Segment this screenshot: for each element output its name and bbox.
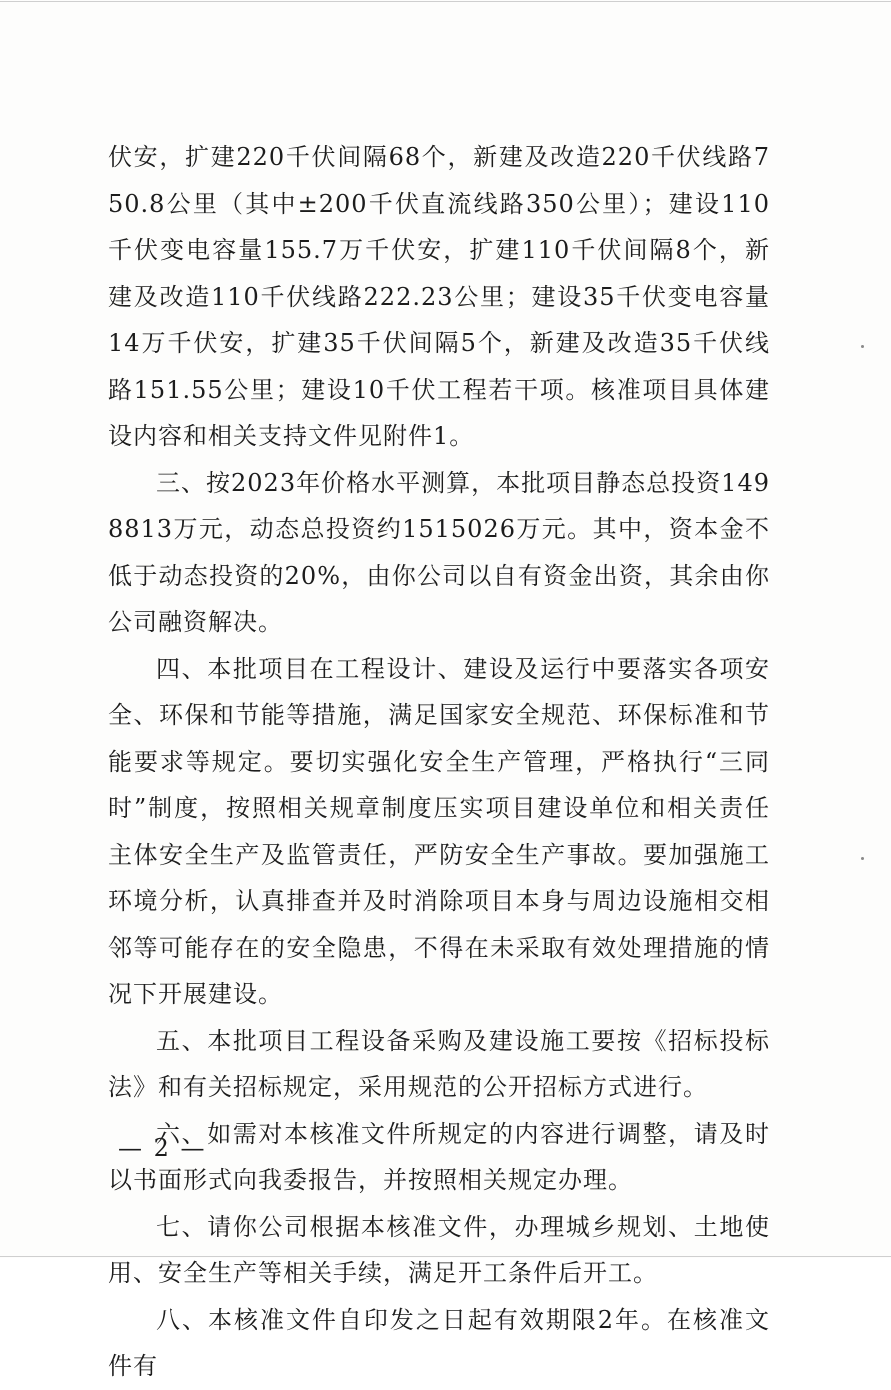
scan-top-edge	[0, 1, 891, 2]
scan-speck	[861, 345, 864, 348]
paragraph-section-6: 六、如需对本核准文件所规定的内容进行调整，请及时以书面形式向我委报告，并按照相关规定办理。	[108, 1119, 770, 1194]
page-number: — 2 —	[118, 1134, 207, 1162]
paragraph-section-7: 七、请你公司根据本核准文件，办理城乡规划、土地使用、安全生产等相关手续，满足开工条件后开工。	[108, 1212, 770, 1287]
document-body	[108, 134, 770, 1390]
scan-speck	[861, 857, 864, 860]
paragraph-section-5: 五、本批项目工程设备采购及建设施工要按《招标投标法》和有关招标规定，采用规范的公开招标方式进行。	[108, 1026, 770, 1101]
paragraph-section-8: 八、本核准文件自印发之日起有效期限2年。在核准文件有	[108, 1305, 770, 1380]
paragraph-section-4: 四、本批项目在工程设计、建设及运行中要落实各项安全、环保和节能等措施，满足国家安全规范、环保标准和节能要求等规定。要切实强化安全生产管理，严格执行“三同时”制度，按照相关规章制度压实项目建设单位和相关责任主体安全生产及监管责任，严防安全生产事故。要加强施工环境分析，认真排查并及时消除项目本身与周边设施相交相邻等可能存在的安全隐患，不得在未采取有效处理措施的情况下开展建设。	[108, 654, 770, 1008]
paragraph-continuation: 伏安，扩建220千伏间隔68个，新建及改造220千伏线路750.8公里（其中±200千伏直流线路350公里）；建设110千伏变电容量155.7万千伏安，扩建110千伏间隔8个，新建及改造110千伏线路222.23公里；建设35千伏变电容量14万千伏安，扩建35千伏间隔5个，新建及改造35千伏线路151.55公里；建设10千伏工程若干项。核准项目具体建设内容和相关支持文件见附件1。	[108, 143, 770, 450]
paragraph-section-3: 三、按2023年价格水平测算，本批项目静态总投资1498813万元，动态总投资约1515026万元。其中，资本金不低于动态投资的20%，由你公司以自有资金出资，其余由你公司融资解决。	[108, 468, 770, 636]
